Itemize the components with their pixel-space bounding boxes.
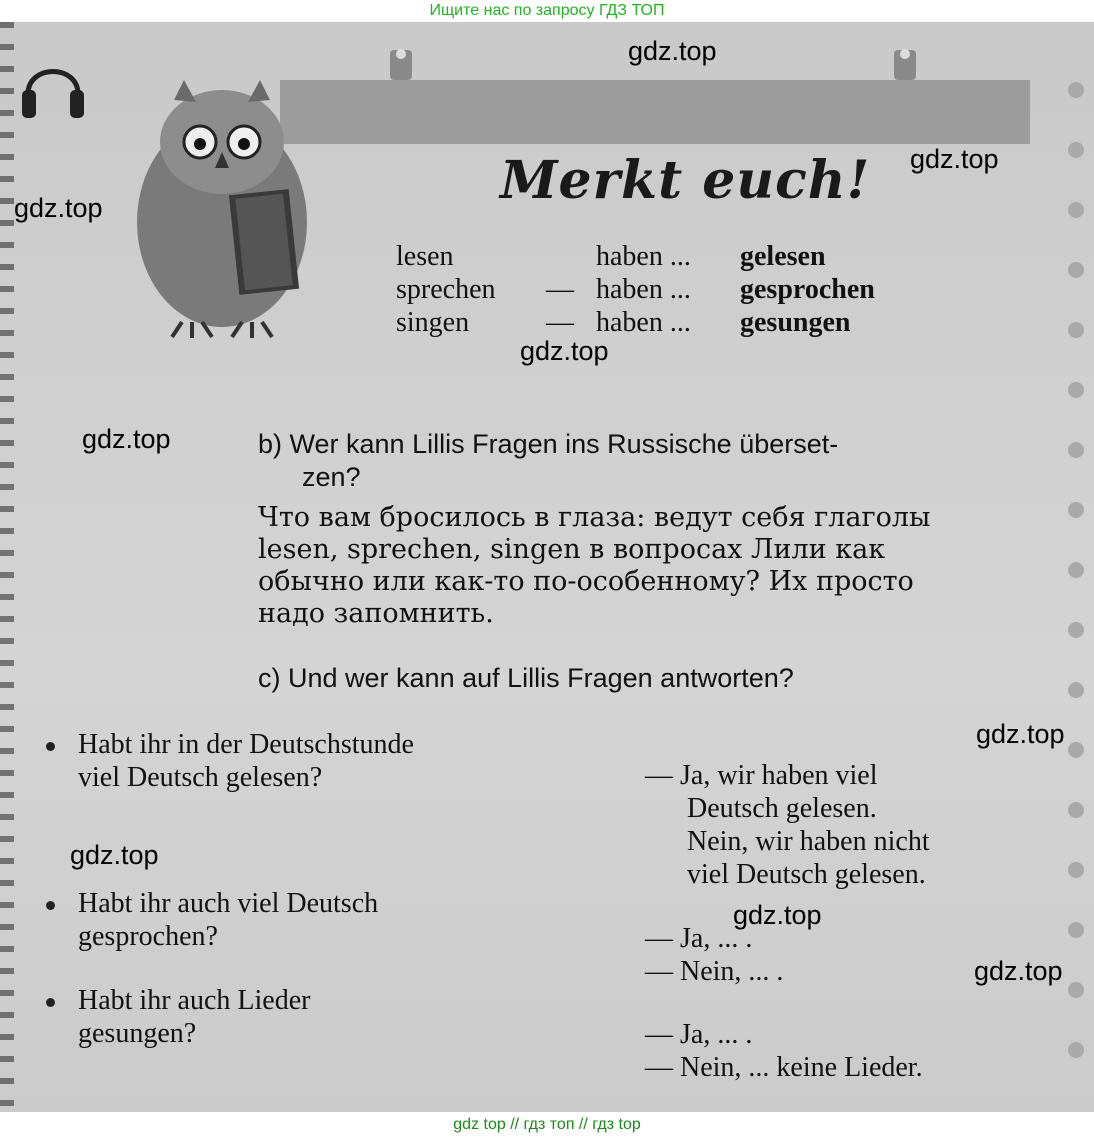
instruction-line: надо запомнить. <box>258 598 494 629</box>
verb-auxiliary: haben ... <box>596 307 691 338</box>
instruction-line: обычно или как-то по-особенному? Их просто <box>258 566 914 597</box>
answer-line: Deutsch gelesen. <box>687 793 877 824</box>
question-item <box>46 984 606 1050</box>
answer-line: — Ja, ... . <box>645 1019 753 1050</box>
task-b-line: b) Wer kann Lillis Fragen ins Russische überset- <box>258 429 839 459</box>
margin-holes <box>1064 42 1088 1102</box>
answer-block <box>645 759 930 891</box>
answer-block <box>645 922 783 988</box>
verb-participle: gelesen <box>740 241 826 272</box>
watermark: gdz.top <box>976 719 1065 749</box>
bottom-banner: gdz top // гдз топ // гдз top <box>453 1116 641 1133</box>
watermark: gdz.top <box>14 193 103 223</box>
watermark: gdz.top <box>733 900 822 930</box>
answer-line: — Nein, ... keine Lieder. <box>645 1052 923 1083</box>
question-line: gesprochen? <box>78 921 218 952</box>
answer-line: — Nein, ... . <box>645 956 784 987</box>
question-line: gesungen? <box>78 1018 197 1049</box>
pin-icon <box>892 42 918 82</box>
answer-block <box>645 1018 923 1084</box>
question-item <box>46 728 606 794</box>
verb-dash: — <box>546 274 574 305</box>
bullet-icon <box>46 998 55 1007</box>
verb-auxiliary: haben ... <box>596 274 691 305</box>
answer-line: — Ja, wir haben viel <box>645 760 878 791</box>
top-banner: Ищите нас по запросу ГДЗ ТОП <box>429 2 665 19</box>
verb-participle: gesprochen <box>740 274 875 305</box>
question-line: viel Deutsch gelesen? <box>78 762 323 793</box>
watermark: gdz.top <box>628 36 717 66</box>
question-line: Habt ihr auch Lieder <box>78 985 311 1016</box>
answer-line: Nein, wir haben nicht <box>687 826 930 857</box>
watermark: gdz.top <box>974 956 1063 986</box>
question-line: Habt ihr in der Deutschstunde <box>78 729 414 760</box>
answer-line: — Ja, ... . <box>645 923 753 954</box>
russian-instruction <box>258 502 1048 630</box>
verb-infinitive: lesen <box>396 241 454 272</box>
task-c-heading: c) Und wer kann auf Lillis Fragen antworten? <box>258 663 794 693</box>
watermark: gdz.top <box>910 144 999 174</box>
page-spine <box>0 22 14 1112</box>
watermark: gdz.top <box>520 336 609 366</box>
textbook-page <box>0 22 1094 1112</box>
pin-icon <box>388 42 414 82</box>
rule-box-header <box>280 80 1030 144</box>
rule-title: Merkt euch! <box>500 150 871 211</box>
instruction-line: Что вам бросилось в глаза: ведут себя глаголы <box>258 502 931 533</box>
watermark: gdz.top <box>82 424 171 454</box>
question-line: Habt ihr auch viel Deutsch <box>78 888 379 919</box>
task-b-heading <box>258 428 1038 494</box>
question-item <box>46 887 606 953</box>
verb-infinitive: singen <box>396 307 470 338</box>
instruction-line: lesen, sprechen, singen в вопросах Лили как <box>258 534 886 565</box>
bullet-icon <box>46 901 55 910</box>
verb-infinitive: sprechen <box>396 274 496 305</box>
owl-with-book-illustration <box>122 72 332 342</box>
headphones-icon <box>18 50 88 122</box>
verb-dash: — <box>546 307 574 338</box>
watermark: gdz.top <box>70 840 159 870</box>
verb-participle: gesungen <box>740 307 851 338</box>
verb-auxiliary: haben ... <box>596 241 691 272</box>
task-b-line: zen? <box>302 462 361 492</box>
answer-line: viel Deutsch gelesen. <box>687 859 926 890</box>
bullet-icon <box>46 742 55 751</box>
